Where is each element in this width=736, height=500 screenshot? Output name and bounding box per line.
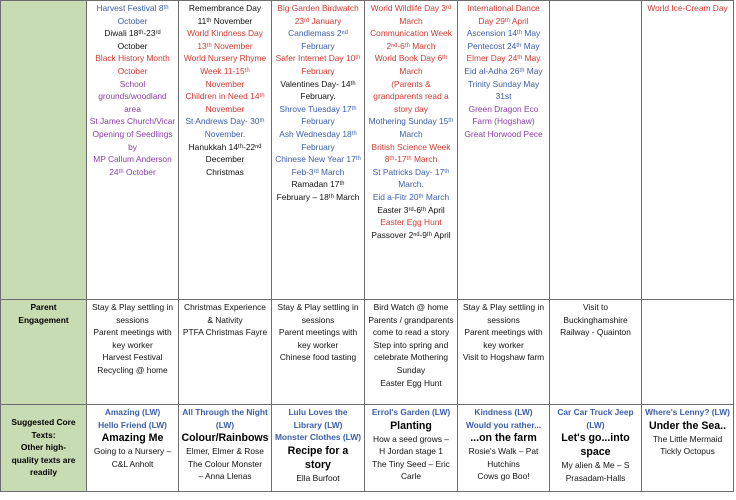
core-text-entry: C&L Anholt: [111, 458, 154, 469]
core-text-entry: Cows go Boo!: [477, 471, 530, 482]
events-cell: [179, 1, 272, 300]
core-texts-cell: [272, 405, 365, 492]
event-entry: Ascension 14ᵗʰ May: [466, 28, 541, 39]
event-entry: Ramadan 17ᵗʰ February – 18ᵗʰ March: [276, 179, 360, 202]
event-entry: World Book Day 6ᵗʰ March: [374, 53, 448, 76]
event-entry: World Wildlife Day 3ʳᵈ March: [370, 3, 452, 26]
event-entry: MP Callum Anderson 24ᵗʰ October: [93, 154, 172, 177]
core-text-entry: ...on the farm: [470, 432, 537, 445]
events-row: [1, 1, 734, 300]
core-text-entry: Let's go...into: [561, 432, 630, 445]
event-entry: St Andrews Day- 30ᵗʰ November.: [185, 116, 265, 139]
row-label-line: Suggested Core: [11, 417, 76, 427]
event-entry: World Nursery Rhyme Week 11-15ᵗʰ November: [183, 53, 267, 89]
parent-engagement-label: [1, 300, 87, 405]
core-text-entry: Planting: [390, 419, 432, 432]
engagement-entry: PTFA Christmas Fayre: [182, 327, 268, 338]
parent-engagement-cell: [642, 300, 734, 405]
core-text-entry: – Anna Llenas: [198, 471, 252, 482]
core-text-entry: Going to a Nursery –: [93, 446, 172, 457]
event-entry: Hanukkah 14ᵗʰ-22ⁿᵈ December: [188, 141, 262, 165]
core-texts-cell: [642, 405, 734, 492]
core-text-entry: space: [580, 446, 611, 459]
event-entry: Harvest Festival 8ᵗʰ October: [96, 3, 169, 26]
event-entry: Easter Egg Hunt: [380, 217, 442, 228]
event-entry: Valentines Day- 14ᵗʰ February.: [280, 78, 356, 102]
core-text-entry: Rosie's Walk – Pat: [468, 446, 539, 457]
core-text-entry: My alien & Me – S: [561, 460, 630, 471]
event-entry: Easter 3ʳᵈ-6ᵗʰ April: [377, 204, 445, 215]
row-label-line: quality texts are: [11, 454, 76, 465]
row-label-line: Engagement: [18, 314, 69, 325]
parent-engagement-row: [1, 300, 734, 405]
core-text-entry: Colour/Rainbows: [181, 432, 269, 445]
parent-engagement-cell: [179, 300, 272, 405]
core-texts-cell: [87, 405, 179, 492]
event-entry: World Kindness Day 13ᵗʰ November: [187, 28, 263, 51]
events-cell: [550, 1, 642, 300]
events-cell: [272, 1, 365, 300]
engagement-entry: Parents / grandparents come to read a story: [368, 314, 454, 338]
event-entry: Black History Month October: [95, 53, 170, 76]
row-label-line: Texts:: [31, 429, 56, 440]
core-text-entry: H Jordan stage 1: [379, 446, 443, 457]
event-entry: School grounds/woodland area: [98, 78, 167, 114]
core-text-entry: Errol's Garden (LW): [371, 407, 451, 417]
parent-engagement-cell: [87, 300, 179, 405]
event-entry: Great Horwood Pece: [464, 128, 543, 139]
engagement-entry: Visit to Hogshaw farm: [462, 352, 545, 363]
parent-engagement-cell: [365, 300, 458, 405]
event-entry: International Dance Day 29ᵗʰ April: [467, 3, 540, 26]
event-entry: Christmas: [206, 166, 244, 177]
event-entry: Communication Week 2ⁿᵈ-6ᵗʰ March: [370, 28, 452, 51]
core-text-entry: Kindness (LW): [474, 407, 533, 417]
event-entry: St James Church/Vicar Opening of Seedlings by: [89, 116, 176, 152]
engagement-entry: Harvest Festival: [102, 352, 163, 363]
core-text-entry: Recipe for a story: [287, 444, 349, 471]
engagement-entry: Parent meetings with key worker: [93, 327, 172, 350]
engagement-entry: Stay & Play settling in sessions: [463, 302, 544, 325]
engagement-entry: Buckinghamshire Railway - Quainton: [560, 314, 631, 338]
core-text-entry: Amazing (LW): [104, 407, 161, 417]
event-entry: Safer Internet Day 10ᵗʰ February: [275, 53, 361, 76]
event-entry: Pentecost 24ᵗʰ May: [467, 40, 540, 51]
core-text-entry: The Colour Monster: [187, 458, 262, 469]
events-cell: [87, 1, 179, 300]
events-cell: [365, 1, 458, 300]
event-entry: (Parents & grandparents read a story day: [373, 78, 449, 114]
core-text-entry: Tickly Octopus: [660, 446, 715, 457]
core-text-entry: Elmer, Elmer & Rose: [186, 446, 264, 457]
engagement-entry: Stay & Play settling in sessions: [92, 302, 173, 325]
event-entry: Mothering Sunday 15ᵗʰ March: [368, 116, 454, 139]
row-label-line: Parent: [30, 302, 57, 312]
core-text-entry: Lulu Loves the Library (LW): [288, 407, 348, 430]
core-texts-cell: [365, 405, 458, 492]
core-text-entry: All Through the Night (LW): [182, 407, 268, 430]
event-entry: Shrove Tuesday 17ᵗʰ February: [279, 103, 357, 127]
engagement-entry: Stay & Play settling in sessions: [277, 302, 359, 325]
core-text-entry: Amazing Me: [101, 432, 164, 445]
parent-engagement-cell: [550, 300, 642, 405]
event-entry: Big Garden Birdwatch 23ʳᵈ January: [277, 3, 359, 26]
core-text-entry: Under the Sea..: [648, 419, 727, 432]
core-text-entry: Hello Friend (LW): [98, 419, 167, 430]
core-text-entry: Carle: [400, 471, 421, 482]
engagement-entry: Parent meetings with key worker: [278, 327, 358, 350]
event-entry: British Science Week 8ᵗʰ-17ᵗʰ March: [371, 141, 451, 165]
engagement-entry: Christmas Experience & Nativity: [184, 302, 266, 325]
core-texts-cell: [179, 405, 272, 492]
core-texts-cell: [458, 405, 550, 492]
core-text-entry: Hutchins: [487, 458, 520, 469]
row-label-line: Other high-: [20, 442, 67, 453]
engagement-entry: Visit to: [583, 302, 608, 312]
core-text-entry: Where's Lenny? (LW): [645, 407, 730, 417]
parent-engagement-cell: [458, 300, 550, 405]
core-text-entry: Car Car Truck Jeep (LW): [557, 407, 634, 430]
core-text-entry: Monster Clothes (LW): [274, 432, 362, 443]
engagement-entry: Recycling @ home: [97, 364, 168, 375]
engagement-entry: Bird Watch @ home: [373, 302, 449, 312]
event-entry: Children in Need 14ᵗʰ November: [185, 91, 265, 114]
event-entry: Passover 2ⁿᵈ-9ᵗʰ April: [371, 229, 451, 240]
events-cell: [458, 1, 550, 300]
event-entry: Green Dragon Eco Farm (Hogshaw): [468, 103, 539, 127]
core-texts-label: [1, 405, 87, 492]
event-entry: St Patricks Day- 17ᵗʰ March.: [372, 166, 450, 190]
event-entry: Chinese New Year 17ᵗʰ Feb-3ʳᵈ March: [275, 154, 361, 177]
event-entry: Candlemass 2ⁿᵈ February: [288, 28, 348, 51]
event-entry: World Ice-Cream Day: [647, 3, 728, 13]
core-text-entry: How a seed grows –: [373, 433, 449, 444]
event-entry: Trinity Sunday May 31st: [467, 78, 540, 102]
core-text-entry: The Tiny Seed – Eric: [372, 458, 450, 469]
core-text-entry: Would you rather...: [465, 419, 542, 430]
events-row-label: [1, 1, 87, 300]
engagement-entry: Parent meetings with key worker: [464, 327, 543, 350]
event-entry: Eid a-Fitr 20ᵗʰ March: [372, 191, 450, 202]
row-label-line: readily: [29, 467, 57, 478]
event-entry: Remembrance Day 11ᵗʰ November: [188, 3, 262, 26]
event-entry: Diwali 18ᵗʰ-23ʳᵈ October: [104, 28, 161, 51]
event-entry: Eid al-Adha 26ᵗʰ May: [464, 65, 543, 76]
core-text-entry: The Little Mermaid: [652, 433, 723, 444]
core-text-entry: Ella Burfoot: [296, 472, 340, 483]
event-entry: Ash Wednesday 18ᵗʰ February: [279, 128, 357, 152]
parent-engagement-cell: [272, 300, 365, 405]
core-text-entry: Prasadam-Halls: [565, 472, 626, 483]
core-texts-row: [1, 405, 734, 492]
engagement-entry: Easter Egg Hunt: [380, 377, 442, 388]
events-cell: [642, 1, 734, 300]
engagement-entry: Step into spring and celebrate Mothering Sunday: [373, 339, 449, 375]
engagement-entry: Chinese food tasting: [279, 352, 357, 363]
event-entry: Elmer Day 24ᵗʰ May: [466, 53, 541, 64]
core-texts-cell: [550, 405, 642, 492]
